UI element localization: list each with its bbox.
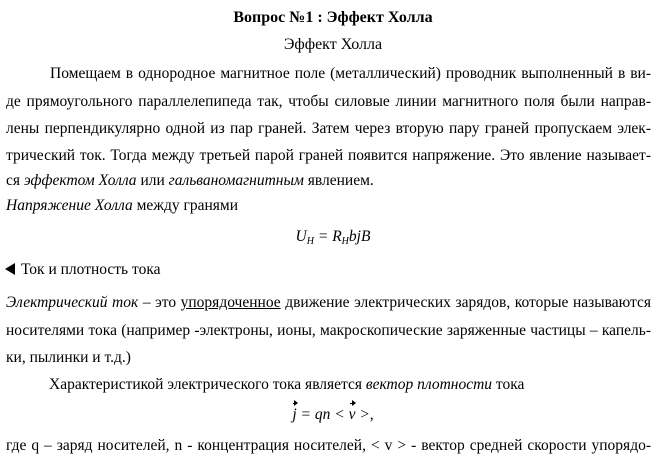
paragraph-line: Характеристикой электрического тока является вектор плотности тока: [49, 376, 525, 393]
formula-hall-voltage: $U_H = R_HbjB$: [295, 228, 371, 247]
page-subtitle: Эффект Холла: [283, 36, 383, 53]
paragraph-line: ся эффектом Холла или гальваномагнитным явлением.: [6, 172, 374, 189]
term-density-vector: вектор плотности: [365, 376, 493, 393]
formula-current-density: j = qn < v >,: [292, 406, 374, 423]
term-hall-effect: эффектом Холла: [23, 172, 137, 189]
paragraph-line: Электрический ток – это упорядоченное движение электрических зарядов, которые называются: [6, 294, 651, 311]
triangle-left-icon: [5, 263, 15, 275]
hall-voltage-line: Напряжение Холла между гранями: [6, 197, 239, 214]
paragraph-line: де прямоугольного параллелепипеда так, чтобы силовые линии магнитного поля были направ-: [6, 93, 651, 110]
term-electric-current: Электрический ток: [6, 294, 139, 311]
term-ordered: упорядоченное: [180, 294, 281, 311]
paragraph-line: ки, пылинки и т.д.): [6, 349, 131, 366]
paragraph-line: трический ток. Тогда между третьей парой граней появится напряжение. Это явление называет-: [6, 147, 651, 164]
section-heading-current: [5, 260, 161, 280]
term-galvanomagnetic: гальваномагнитным: [168, 172, 304, 189]
paragraph-line: лены перпендикулярно одной из пар граней. Затем через вторую пару граней пропускаем элек-: [6, 120, 651, 137]
paragraph-line: где q – заряд носителей, n - концентрация носителей, < v > - вектор средней скорости упорядо-: [6, 437, 651, 454]
paragraph-line: носителями тока (например -электроны, ионы, макроскопические заряженные частицы – капель-: [6, 322, 651, 339]
page-title: Вопрос №1 : Эффект Холла: [233, 9, 433, 26]
term-hall-voltage: Напряжение Холла: [6, 197, 133, 214]
section-heading-label: Ток и плотность тока: [21, 261, 161, 278]
paragraph-line: Помещаем в однородное магнитное поле (металлический) проводник выполненный в ви-: [50, 65, 651, 82]
